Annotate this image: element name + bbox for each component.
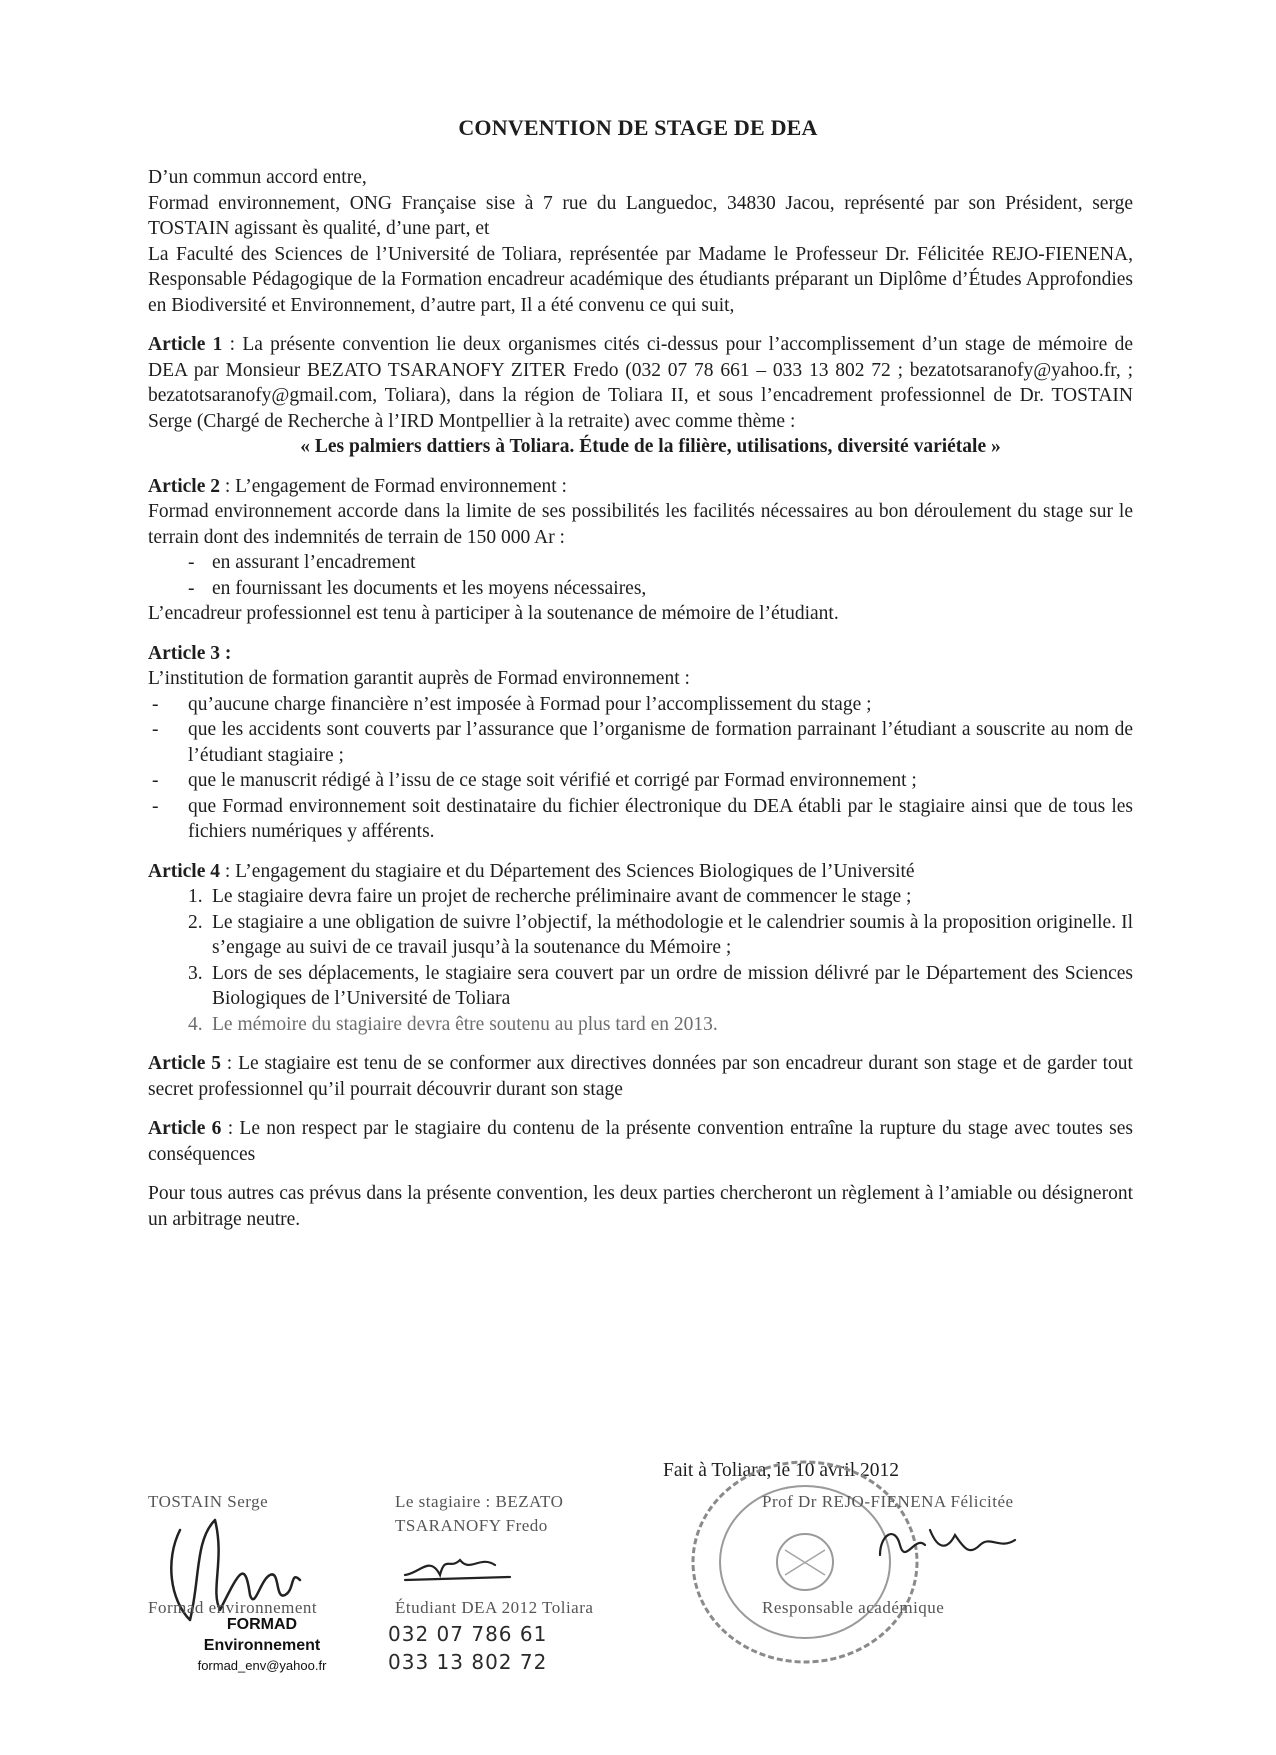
article-2-list (148, 550, 1133, 601)
article-5-heading: Article 5 (148, 1053, 221, 1074)
document-title: CONVENTION DE STAGE DE DEA (458, 115, 818, 140)
stamp-line-2: Environnement (203, 1637, 321, 1654)
handwritten-phone-1: 032 07 786 61 (388, 1622, 548, 1646)
article-6-text: : Le non respect par le stagiaire du contenu de la présente convention entraîne la rupture du stage avec toutes ses conséquences (148, 1118, 1133, 1165)
signature-right (870, 1515, 1020, 1575)
list-item: 3. Lors de ses déplacements, le stagiaire sera couvert par un ordre de mission délivré par le Département des Sciences Biologiques de l’Université de Toliara (188, 962, 1133, 1009)
closing-paragraph: Pour tous autres cas prévus dans la présente convention, les deux parties chercheront un règlement à l’amiable ou désigneront un arbitrage neutre. (148, 1183, 1133, 1230)
list-item: 2. Le stagiaire a une obligation de suivre l’objectif, la méthodologie et le calendrier soumis à la proposition originelle. Il s’engage au suivi de ce travail jusqu’à la soutenance du Mémoire ; (188, 911, 1133, 958)
signatory-right-role: Responsable académique (762, 1598, 945, 1617)
signatory-left-name: TOSTAIN Serge (148, 1492, 269, 1511)
list-item: - que le manuscrit rédigé à l’issu de ce stage soit vérifié et corrigé par Formad environnement ; (148, 768, 1133, 794)
signatory-middle-name: Le stagiaire : BEZATO (395, 1492, 564, 1511)
formad-stamp (182, 1615, 342, 1675)
article-4-heading: Article 4 (148, 860, 221, 882)
article-1-text: : La présente convention lie deux organismes cités ci-dessus pour l’accomplissement d’un stage de mémoire de DEA par Monsieur BEZATO TSARANOFY ZITER Fredo (032 07 78 661 – 033 13 802 72 ; bezatotsaranofy@yahoo.fr, ; bezatotsaranofy@gmail.com, Toliara), dans la région de Toliara II, et sous l’encadrement professionnel de Dr. TOSTAIN Serge (Chargé de Recherche à l’IRD Montpellier à la retraite) avec comme thème : (148, 334, 1133, 432)
place-date: Fait à Toliara, le 10 avril 2012 (663, 1460, 900, 1481)
article-2-title (148, 474, 1133, 500)
signature-middle (400, 1545, 520, 1585)
handwritten-phone-2: 033 13 802 72 (388, 1650, 548, 1674)
intro-faculty: La Faculté des Sciences de l’Université de Toliara, représentée par Madame le Professeur Dr. Félicitée REJO-FIENENA, Responsable Pédagogique de la Formation encadreur académique des étudiants préparant un Diplôme d’Études Approfondies en Biodiversité et Environnement, d’autre part, Il a été convenu ce qui suit, (148, 243, 1133, 316)
article-2-text: Formad environnement accorde dans la limite de ses possibilités les facilités nécessaires au bon déroulement du stage sur le terrain dont des indemnités de terrain de 150 000 Ar : (148, 501, 1133, 548)
list-item: 4. Le mémoire du stagiaire devra être soutenu au plus tard en 2013. (188, 1013, 718, 1035)
article-4-list (148, 884, 1133, 1037)
signatory-left-role: Formad environnement (148, 1598, 318, 1617)
article-5 (148, 1051, 1133, 1102)
article-3-text: L’institution de formation garantit auprès de Formad environnement : (148, 668, 690, 689)
article-6 (148, 1116, 1133, 1167)
list-item: - que Formad environnement soit destinataire du fichier électronique du DEA établi par le stagiaire ainsi que de tous les fichiers numériques y afférents. (148, 794, 1133, 845)
article-6-heading: Article 6 (148, 1118, 222, 1139)
article-2-subtitle: : L’engagement de Formad environnement : (220, 475, 567, 497)
list-item: - en assurant l’encadrement (148, 550, 1133, 576)
list-item: - que les accidents sont couverts par l’assurance que l’organisme de formation parrainant l’étudiant a souscrite au nom de l’étudiant stagiaire ; (148, 717, 1133, 768)
article-4-subtitle: : L’engagement du stagiaire et du Département des Sciences Biologiques de l’Université (220, 860, 915, 882)
article-1-theme: « Les palmiers dattiers à Toliara. Étude de la filière, utilisations, diversité variétale » (300, 436, 1001, 457)
stamp-line-1: FORMAD (226, 1616, 298, 1633)
article-2-closing: L’encadreur professionnel est tenu à participer à la soutenance de mémoire de l’étudiant. (148, 603, 839, 624)
article-1 (148, 332, 1133, 434)
article-1-heading: Article 1 (148, 334, 223, 355)
article-3-list (148, 692, 1133, 845)
article-5-text: : Le stagiaire est tenu de se conformer aux directives données par son encadreur durant son stage et de garder tout secret professionnel qu’il pourrait découvrir durant son stage (148, 1053, 1133, 1100)
list-item: - qu’aucune charge financière n’est imposée à Formad pour l’accomplissement du stage ; (148, 692, 1133, 718)
article-2-heading: Article 2 (148, 475, 221, 497)
signatory-right-name: Prof Dr REJO-FIENENA Félicitée (762, 1492, 1014, 1511)
article-4-title (148, 859, 1133, 885)
list-item: - en fournissant les documents et les moyens nécessaires, (148, 576, 1133, 602)
document-body (148, 165, 1133, 1232)
intro-line: D’un commun accord entre, (148, 167, 367, 188)
list-item: 1. Le stagiaire devra faire un projet de recherche préliminaire avant de commencer le stage ; (188, 886, 912, 907)
signatory-middle-role: Étudiant DEA 2012 Toliara (395, 1598, 594, 1617)
stamp-email: formad_env@yahoo.fr (197, 1658, 327, 1673)
intro-formad: Formad environnement, ONG Française sise à 7 rue du Languedoc, 34830 Jacou, représenté par son Président, serge TOSTAIN agissant ès qualité, d’une part, et (148, 192, 1133, 239)
article-3-heading: Article 3 : (148, 642, 232, 664)
signatory-middle-name-2: TSARANOFY Fredo (395, 1516, 548, 1535)
